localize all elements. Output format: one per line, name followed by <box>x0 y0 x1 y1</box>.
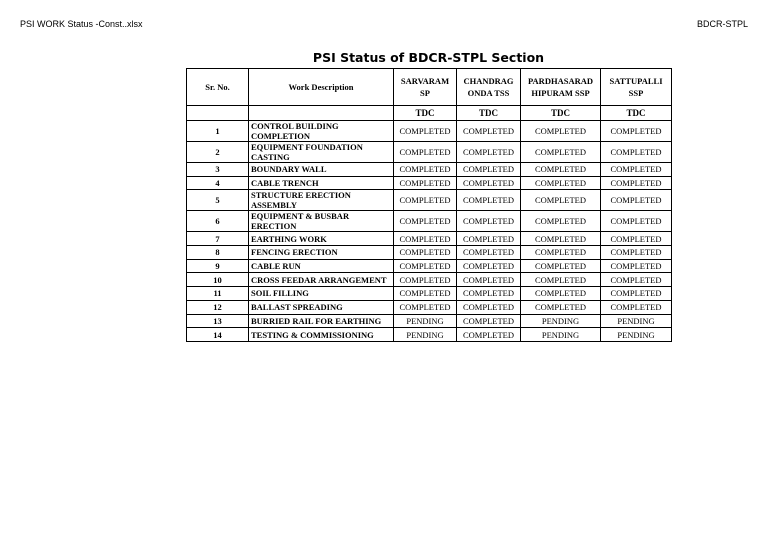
status-cell: COMPLETED <box>521 163 601 177</box>
table-row <box>187 176 672 190</box>
status-cell: COMPLETED <box>601 287 672 301</box>
empty-cell <box>187 106 249 121</box>
work-description-cell: BOUNDARY WALL <box>249 163 394 177</box>
status-cell: COMPLETED <box>601 246 672 260</box>
table-row <box>187 121 672 142</box>
sr-no-cell: 1 <box>187 121 249 142</box>
work-description-cell: CABLE RUN <box>249 259 394 273</box>
status-cell: COMPLETED <box>457 273 521 287</box>
work-description-cell: BURRIED RAIL FOR EARTHING <box>249 314 394 328</box>
table-row <box>187 246 672 260</box>
sr-no-cell: 14 <box>187 328 249 342</box>
status-cell: COMPLETED <box>394 176 457 190</box>
status-cell: COMPLETED <box>394 232 457 246</box>
page-title: PSI Status of BDCR-STPL Section <box>312 50 545 65</box>
sr-no-cell: 7 <box>187 232 249 246</box>
status-cell: COMPLETED <box>521 190 601 211</box>
table-row <box>187 287 672 301</box>
table-row <box>187 211 672 232</box>
status-cell: COMPLETED <box>457 163 521 177</box>
sr-no-cell: 12 <box>187 300 249 314</box>
status-cell: COMPLETED <box>394 190 457 211</box>
col-header-site: SATTUPALLI SSP <box>601 69 672 106</box>
sr-no-cell: 2 <box>187 142 249 163</box>
status-cell: COMPLETED <box>457 328 521 342</box>
work-description-cell: CONTROL BUILDING COMPLETION <box>249 121 394 142</box>
work-description-cell: SOIL FILLING <box>249 287 394 301</box>
status-cell: COMPLETED <box>457 300 521 314</box>
subheader-tdc: TDC <box>521 106 601 121</box>
subheader-tdc: TDC <box>394 106 457 121</box>
work-description-cell: CROSS FEEDAR ARRANGEMENT <box>249 273 394 287</box>
table-subheader-row <box>187 106 672 121</box>
sr-no-cell: 10 <box>187 273 249 287</box>
table-row <box>187 328 672 342</box>
status-cell: COMPLETED <box>601 259 672 273</box>
status-cell: COMPLETED <box>457 232 521 246</box>
status-cell: COMPLETED <box>394 300 457 314</box>
status-cell: COMPLETED <box>601 121 672 142</box>
work-description-cell: FENCING ERECTION <box>249 246 394 260</box>
status-cell: PENDING <box>601 314 672 328</box>
status-cell: COMPLETED <box>521 142 601 163</box>
status-cell: COMPLETED <box>601 300 672 314</box>
status-cell: COMPLETED <box>601 232 672 246</box>
col-header-sr-no: Sr. No. <box>187 69 249 106</box>
work-description-cell: EQUIPMENT FOUNDATION CASTING <box>249 142 394 163</box>
sr-no-cell: 9 <box>187 259 249 273</box>
status-cell: COMPLETED <box>521 121 601 142</box>
work-description-cell: BALLAST SPREADING <box>249 300 394 314</box>
table-row <box>187 259 672 273</box>
subheader-tdc: TDC <box>601 106 672 121</box>
work-description-cell: TESTING & COMMISSIONING <box>249 328 394 342</box>
table-row <box>187 314 672 328</box>
status-cell: PENDING <box>601 328 672 342</box>
status-cell: COMPLETED <box>457 259 521 273</box>
table-row <box>187 232 672 246</box>
status-cell: COMPLETED <box>521 300 601 314</box>
status-cell: COMPLETED <box>457 121 521 142</box>
status-cell: COMPLETED <box>457 287 521 301</box>
status-cell: COMPLETED <box>601 176 672 190</box>
status-cell: COMPLETED <box>521 176 601 190</box>
status-cell: COMPLETED <box>394 163 457 177</box>
status-cell: COMPLETED <box>394 121 457 142</box>
status-cell: PENDING <box>394 314 457 328</box>
status-cell: COMPLETED <box>521 246 601 260</box>
status-cell: COMPLETED <box>457 176 521 190</box>
table-header-row <box>187 69 672 106</box>
sr-no-cell: 6 <box>187 211 249 232</box>
status-cell: COMPLETED <box>601 211 672 232</box>
sr-no-cell: 8 <box>187 246 249 260</box>
col-header-site: CHANDRAG ONDA TSS <box>457 69 521 106</box>
status-cell: COMPLETED <box>601 273 672 287</box>
status-cell: COMPLETED <box>521 259 601 273</box>
sr-no-cell: 3 <box>187 163 249 177</box>
status-cell: PENDING <box>521 328 601 342</box>
status-cell: COMPLETED <box>457 211 521 232</box>
table-row <box>187 273 672 287</box>
table-row <box>187 190 672 211</box>
status-cell: COMPLETED <box>601 163 672 177</box>
status-cell: PENDING <box>394 328 457 342</box>
status-cell: COMPLETED <box>394 246 457 260</box>
status-cell: COMPLETED <box>457 190 521 211</box>
status-cell: COMPLETED <box>394 211 457 232</box>
table-row <box>187 300 672 314</box>
table-row <box>187 142 672 163</box>
col-header-work-description: Work Description <box>249 69 394 106</box>
sr-no-cell: 4 <box>187 176 249 190</box>
status-cell: COMPLETED <box>521 273 601 287</box>
status-cell: COMPLETED <box>521 287 601 301</box>
status-cell: COMPLETED <box>521 211 601 232</box>
sr-no-cell: 11 <box>187 287 249 301</box>
status-cell: COMPLETED <box>457 314 521 328</box>
table-row <box>187 163 672 177</box>
status-cell: PENDING <box>521 314 601 328</box>
status-cell: COMPLETED <box>394 273 457 287</box>
col-header-site: SARVARAM SP <box>394 69 457 106</box>
work-description-cell: EARTHING WORK <box>249 232 394 246</box>
sr-no-cell: 5 <box>187 190 249 211</box>
status-cell: COMPLETED <box>601 142 672 163</box>
file-name-header: PSI WORK Status -Const..xlsx <box>20 19 143 29</box>
col-header-site: PARDHASARAD HIPURAM SSP <box>521 69 601 106</box>
status-cell: COMPLETED <box>394 287 457 301</box>
work-description-cell: STRUCTURE ERECTION ASSEMBLY <box>249 190 394 211</box>
status-cell: COMPLETED <box>601 190 672 211</box>
empty-cell <box>249 106 394 121</box>
psi-status-table <box>186 68 672 342</box>
work-description-cell: EQUIPMENT & BUSBAR ERECTION <box>249 211 394 232</box>
status-cell: COMPLETED <box>394 142 457 163</box>
section-code-header: BDCR-STPL <box>696 19 748 29</box>
status-cell: COMPLETED <box>457 246 521 260</box>
status-cell: COMPLETED <box>521 232 601 246</box>
work-description-cell: CABLE TRENCH <box>249 176 394 190</box>
status-cell: COMPLETED <box>394 259 457 273</box>
status-cell: COMPLETED <box>457 142 521 163</box>
sr-no-cell: 13 <box>187 314 249 328</box>
subheader-tdc: TDC <box>457 106 521 121</box>
